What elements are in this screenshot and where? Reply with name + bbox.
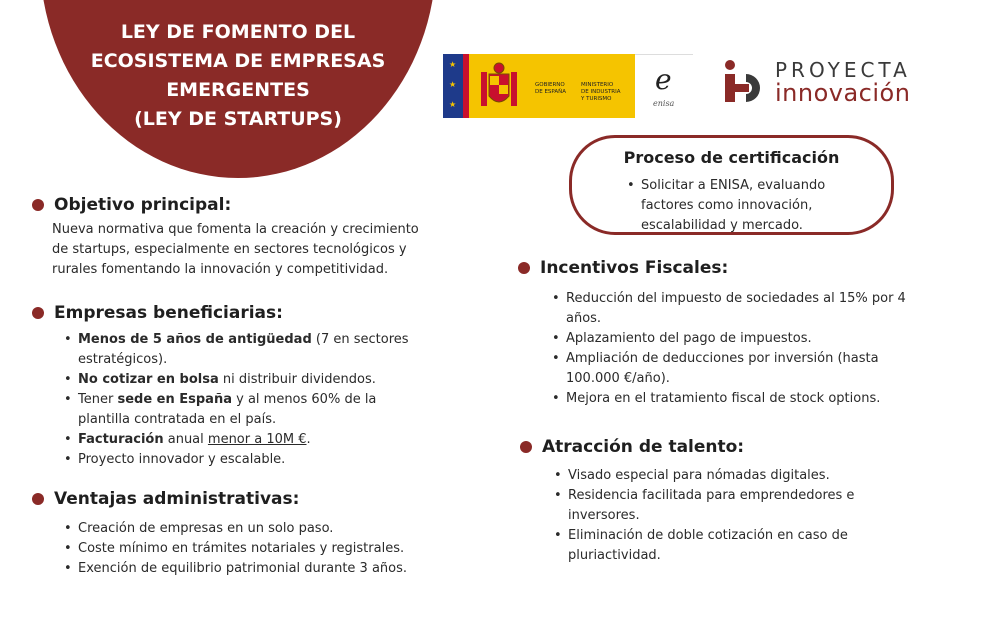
objetivo-text: Nueva normativa que fomenta la creación y crecimiento de startups, especialmente en sectores tecnológicos y rurales fomentando la innovación y competitividad.	[52, 222, 419, 277]
enisa-logo	[635, 54, 693, 119]
proyecta-mark-icon	[722, 60, 768, 106]
item-text: y al menos 60% de la plantilla contratada en el país.	[78, 392, 377, 427]
bullet-dot-icon	[32, 493, 44, 505]
list-item	[64, 330, 414, 370]
list-item: • Aplazamiento del pago de impuestos.	[552, 329, 924, 349]
proyecta-innovacion-logo	[722, 60, 952, 108]
item-text: Proyecto innovador y escalable.	[78, 452, 286, 467]
item-text: (7 en sectores estratégicos).	[78, 332, 409, 367]
item-bold: Menos de 5 años de antigüedad	[78, 332, 312, 347]
item-text: .	[306, 432, 311, 447]
government-logo	[443, 54, 693, 118]
item-underline: menor a 10M €	[207, 432, 307, 447]
certification-title: Proceso de certificación	[623, 148, 840, 167]
gov-line-1: GOBIERNO	[535, 82, 565, 88]
list-item: • Creación de empresas en un solo paso.	[64, 519, 434, 539]
list-item: • Coste mínimo en trámites notariales y registrales.	[64, 539, 434, 559]
enisa-text: enisa	[653, 99, 675, 108]
list-item: • Exención de equilibrio patrimonial durante 3 años.	[64, 559, 434, 579]
incentivos-heading	[518, 258, 728, 278]
ministry-line-3: Y TURISMO	[581, 96, 612, 102]
flag-stripe	[463, 54, 469, 118]
item-bold: sede en España	[117, 392, 232, 407]
list-item	[64, 430, 414, 450]
title-line-1: LEY DE FOMENTO DEL	[120, 21, 356, 43]
list-item	[64, 450, 414, 470]
eu-flag-icon: ★ ★ ★	[443, 54, 463, 118]
list-item: • Eliminación de doble cotización en caso de pluriactividad.	[554, 526, 894, 566]
certification-list	[627, 176, 877, 236]
incentivos-heading-text: Incentivos Fiscales:	[540, 258, 729, 278]
item-text: anual	[163, 432, 208, 447]
ventajas-heading	[32, 489, 299, 509]
item-bold: Facturación	[78, 432, 164, 447]
bullet-dot-icon	[518, 262, 530, 274]
beneficiarias-list	[64, 330, 414, 470]
ventajas-heading-text: Ventajas administrativas:	[54, 489, 300, 509]
proyecta-word: PROYECTA	[775, 58, 911, 82]
ministry-text	[581, 82, 621, 103]
list-item: • Mejora en el tratamiento fiscal de stock options.	[552, 389, 924, 409]
title-line-3: EMERGENTES	[166, 79, 310, 101]
item-text: ni distribuir dividendos.	[218, 372, 376, 387]
gov-line-2: DE ESPAÑA	[535, 89, 567, 95]
beneficiarias-heading-text: Empresas beneficiarias:	[54, 303, 283, 323]
item-bold: No cotizar en bolsa	[78, 372, 219, 387]
objetivo-heading-text: Objetivo principal:	[54, 195, 232, 215]
certification-box	[569, 135, 894, 235]
innovacion-word: innovación	[775, 79, 911, 107]
ventajas-list	[64, 519, 434, 579]
page-title	[60, 18, 416, 134]
title-line-2: ECOSISTEMA DE EMPRESAS	[90, 50, 386, 72]
list-item: • Ampliación de deducciones por inversión (hasta 100.000 €/año).	[552, 349, 924, 389]
item-text: Tener	[78, 392, 118, 407]
objetivo-heading	[32, 195, 231, 215]
talento-list	[554, 466, 894, 566]
ministry-line-1: MINISTERIO	[581, 82, 614, 88]
bullet-dot-icon	[32, 307, 44, 319]
bullet-dot-icon	[520, 441, 532, 453]
talento-heading	[520, 437, 744, 457]
list-item: • Visado especial para nómadas digitales.	[554, 466, 894, 486]
list-item: • Reducción del impuesto de sociedades al 15% por 4 años.	[552, 289, 924, 329]
talento-heading-text: Atracción de talento:	[542, 437, 745, 457]
bullet-dot-icon	[32, 199, 44, 211]
enisa-mark: e	[655, 63, 672, 96]
beneficiarias-heading	[32, 303, 283, 323]
list-item	[64, 370, 414, 390]
gov-text	[535, 82, 566, 96]
list-item: • Residencia facilitada para emprendedores e inversores.	[554, 486, 894, 526]
title-line-4: (LEY DE STARTUPS)	[134, 108, 342, 130]
coat-of-arms-icon	[479, 62, 519, 110]
ministry-line-2: DE INDUSTRIA	[581, 89, 621, 95]
certification-item: • Solicitar a ENISA, evaluando factores como innovación, escalabilidad y mercado.	[627, 176, 877, 236]
list-item	[64, 390, 414, 430]
incentivos-list	[552, 289, 924, 409]
